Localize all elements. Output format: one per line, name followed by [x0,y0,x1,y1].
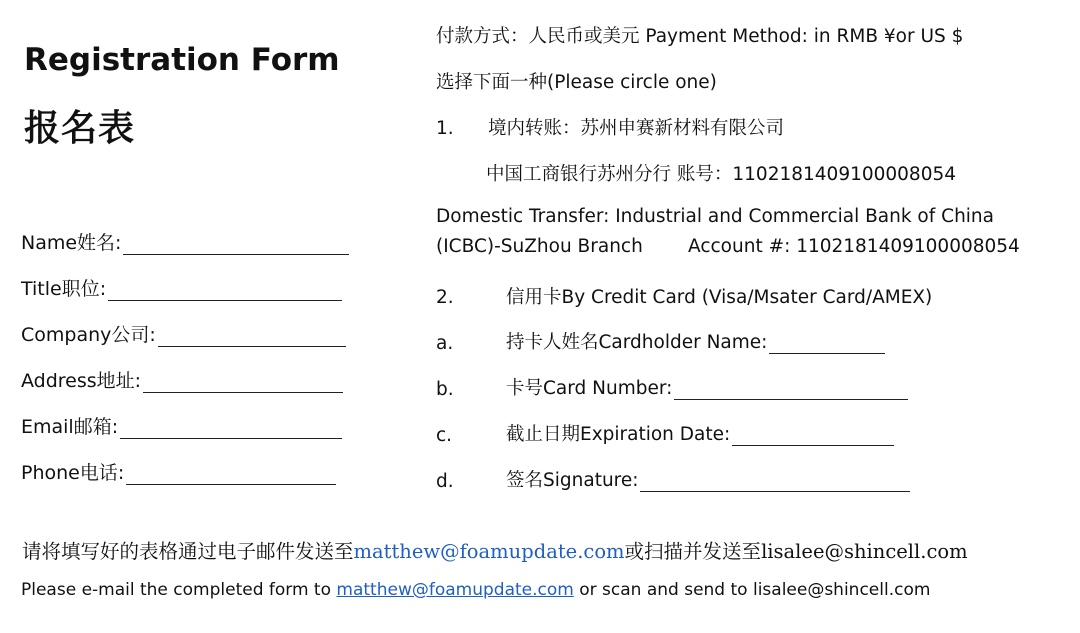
company-blank-line[interactable] [158,328,346,347]
expiration-date-label: 截止日期Expiration Date: [506,424,731,445]
address-label: Address地址: [21,370,142,392]
title-label: Title职位: [21,278,107,300]
option-credit-card-label: 信用卡By Credit Card (Visa/Msater Card/AMEX) [506,287,933,308]
footer-zh-email-link[interactable]: matthew@foamupdate.com [353,540,625,563]
signature-field[interactable] [436,466,910,492]
signature-blank-line[interactable] [640,473,910,492]
footer-en-email-link[interactable]: matthew@foamupdate.com [336,580,574,600]
expiration-date-field[interactable] [436,420,894,446]
signature-label: 签名Signature: [506,470,639,491]
form-title-en: Registration Form [24,42,340,78]
card-item-letter-a: a. [436,333,454,354]
card-item-letter-c: c. [436,425,453,446]
name-blank-line[interactable] [123,236,349,255]
card-item-letter-b: b. [436,379,454,400]
title-field[interactable] [21,274,342,301]
name-field[interactable] [21,228,349,255]
phone-label: Phone电话: [21,462,125,484]
bank-branch: (ICBC)-SuZhou Branch [436,236,643,257]
phone-field[interactable] [21,458,336,485]
choose-instruction: 选择下面一种(Please circle one) [436,72,717,93]
expiration-date-blank-line[interactable] [732,427,894,446]
footer-zh-email2: lisalee@shincell.com [761,540,968,563]
option-number-2: 2. [436,287,454,308]
address-blank-line[interactable] [143,374,343,393]
email-field[interactable] [21,412,342,439]
footer-en-prefix: Please e-mail the completed form to [21,580,337,600]
footer-en-suffix: or scan and send to lisalee@shincell.com [573,580,931,600]
option-domestic-label: 境内转账：苏州申赛新材料有限公司 [488,118,785,139]
phone-blank-line[interactable] [126,466,336,485]
email-label: Email邮箱: [21,416,119,438]
domestic-transfer-en: Domestic Transfer: Industrial and Commercial Bank of China [436,206,994,227]
name-label: Name姓名: [21,232,122,254]
card-item-letter-d: d. [436,471,454,492]
option-domestic[interactable] [436,114,784,140]
email-blank-line[interactable] [120,420,342,439]
cardholder-name-blank-line[interactable] [769,335,885,354]
card-number-label: 卡号Card Number: [506,378,673,399]
footer-instruction-en [21,580,930,600]
footer-zh-middle: 或扫描并发送至 [624,540,762,563]
cardholder-name-field[interactable] [436,328,885,354]
company-label: Company公司: [21,324,156,346]
form-title-zh: 报名表 [24,108,136,149]
card-number-blank-line[interactable] [674,381,908,400]
footer-zh-prefix: 请将填写好的表格通过电子邮件发送至 [22,540,354,563]
footer-instruction-zh [22,536,968,564]
title-blank-line[interactable] [108,282,342,301]
payment-method: 付款方式：人民币或美元 Payment Method: in RMB ¥or US $ [436,26,964,47]
card-number-field[interactable] [436,374,908,400]
cardholder-name-label: 持卡人姓名Cardholder Name: [506,332,768,353]
account-number-en: Account #: 1102181409100008054 [688,236,1020,257]
bank-account-zh: 中国工商银行苏州分行 账号：1102181409100008054 [486,164,957,185]
address-field[interactable] [21,366,343,393]
option-credit-card[interactable] [436,283,932,309]
company-field[interactable] [21,320,346,347]
option-number-1: 1. [436,118,454,139]
